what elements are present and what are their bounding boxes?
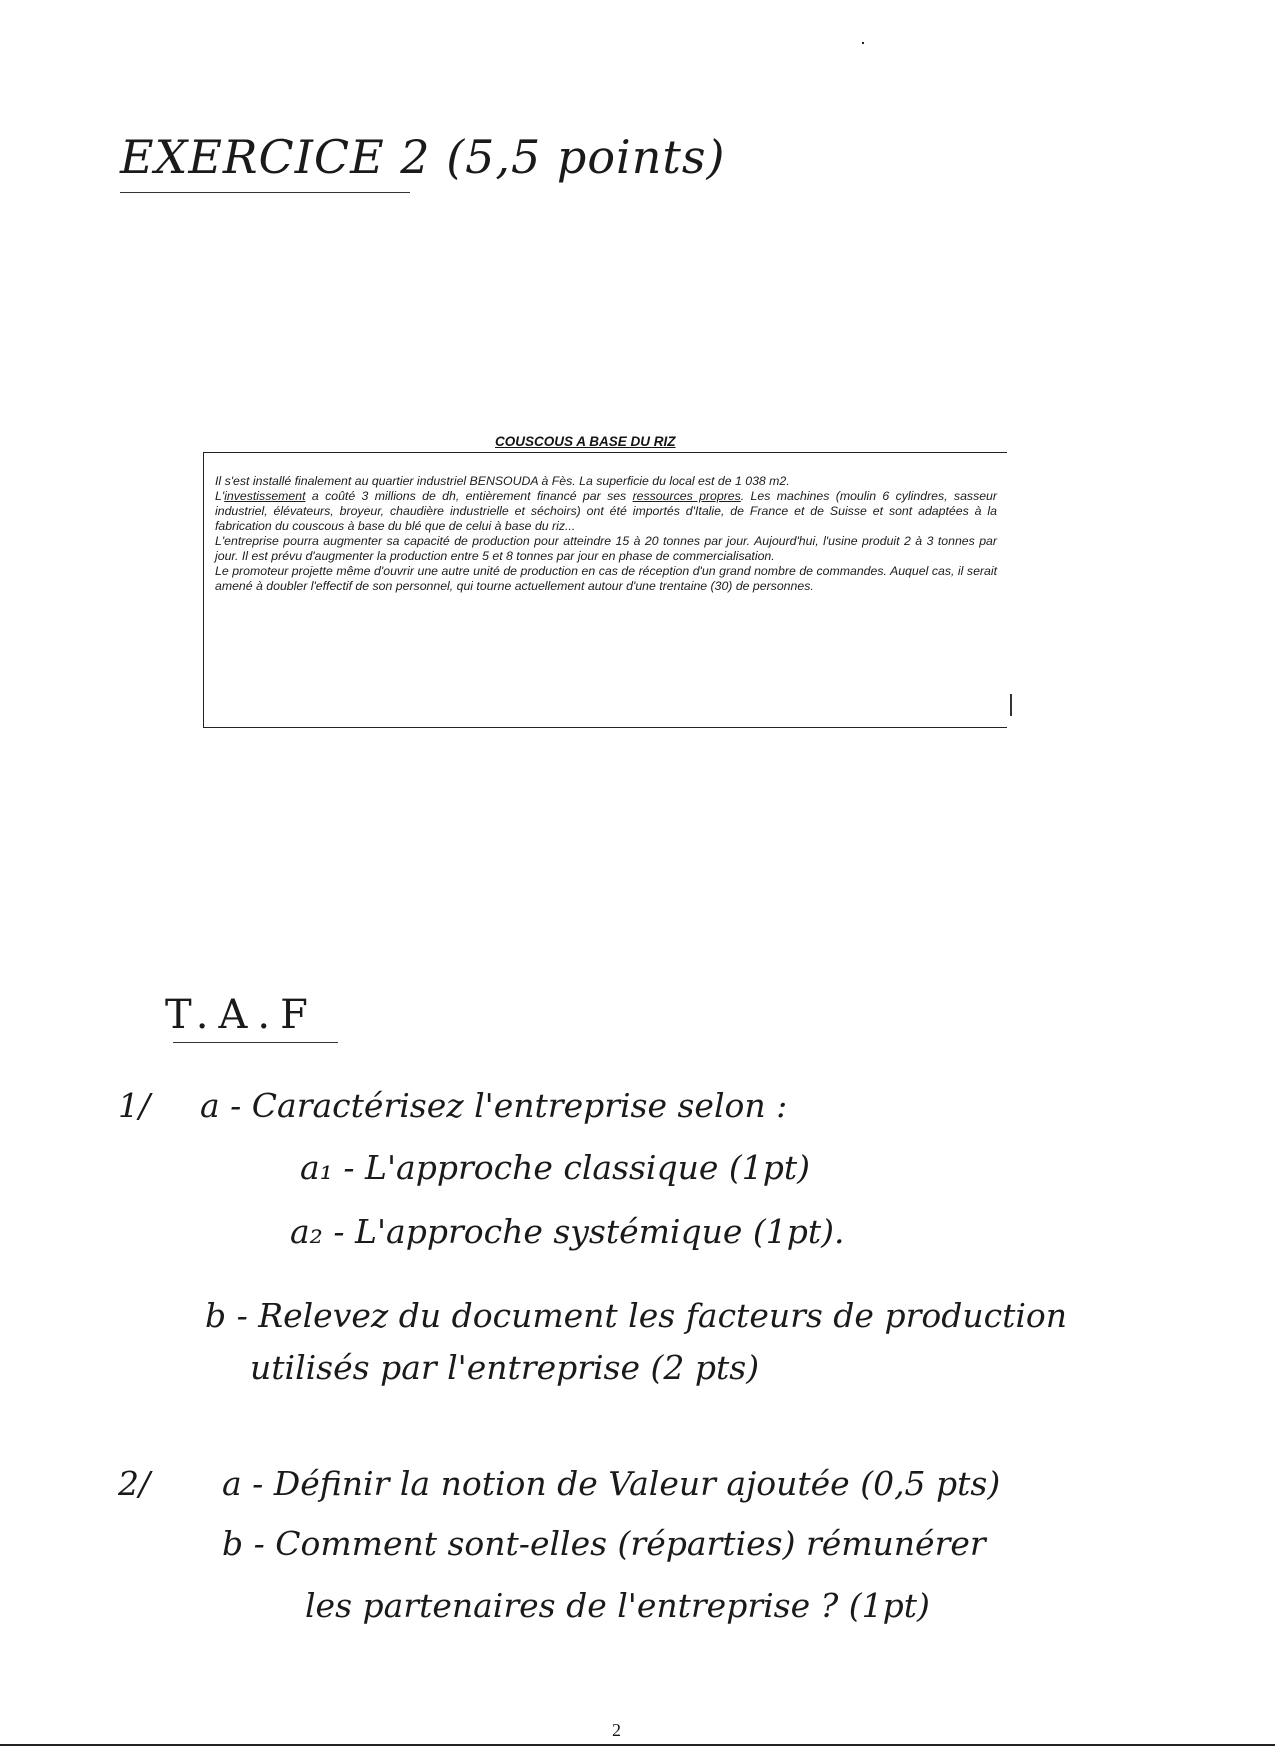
question-1b-line1: b - Relevez du document les facteurs de production xyxy=(205,1296,1068,1335)
text-run: a coûté 3 millions de dh, entièrement financé par ses xyxy=(305,489,633,503)
scan-speck xyxy=(862,42,864,44)
text-run: L' xyxy=(215,489,225,503)
exercise-title xyxy=(120,130,725,184)
exercise-title-underline xyxy=(120,192,410,193)
question-1a1: a₁ - L'approche classique (1pt) xyxy=(300,1148,811,1187)
question-1-number: 1/ xyxy=(118,1086,151,1125)
taf-heading-text: T.A.F xyxy=(165,992,318,1038)
question-2b-line1: b - Comment sont-elles (réparties) rémunérer xyxy=(222,1524,986,1563)
exercise-title-text: EXERCICE 2 (5,5 points) xyxy=(120,130,726,184)
document-body xyxy=(215,474,997,594)
underlined-term-investissement: investissement xyxy=(224,489,306,503)
page-number: 2 xyxy=(612,1720,621,1740)
question-2b-line2: les partenaires de l'entreprise ? (1pt) xyxy=(305,1586,930,1625)
question-2a: a - Définir la notion de Valeur ajoutée (0,5 pts) xyxy=(222,1464,1001,1503)
box-edge-mark xyxy=(1010,694,1012,716)
taf-heading xyxy=(165,992,318,1038)
question-1a: a - Caractérisez l'entreprise selon : xyxy=(200,1086,788,1125)
document-paragraph: Il s'est installé finalement au quartier industriel BENSOUDA à Fès. La superficie du local est de 1 038 m2. xyxy=(215,474,790,488)
page-footer-rule xyxy=(0,1744,1275,1746)
underlined-term-ressources-propres: ressources propres xyxy=(632,489,741,503)
question-1a2: a₂ - L'approche systémique (1pt). xyxy=(290,1212,845,1251)
question-1b-line2: utilisés par l'entreprise (2 pts) xyxy=(250,1348,760,1387)
document-title: COUSCOUS A BASE DU RIZ xyxy=(495,434,676,449)
document-paragraph: L'entreprise pourra augmenter sa capacité de production pour atteindre 15 à 20 tonnes par jour. Aujourd'hui, l'usine produit 2 à 3 tonnes par jour. Il est prévu d'augmenter la production entre 5 et 8 tonnes par jour en phase de commercialisation. xyxy=(215,534,997,563)
taf-heading-underline xyxy=(173,1042,338,1043)
document-paragraph xyxy=(215,489,997,534)
document-paragraph: Le promoteur projette même d'ouvrir une autre unité de production en cas de réception d'un grand nombre de commandes. Auquel cas, il serait amené à doubler l'effectif de son personnel, qui tourne actuellement autour d'une trentaine (30) de personnes. xyxy=(215,564,997,593)
text-run: . Les machines (moulin 6 cylindres, sasseur industriel, élévateurs, broyeur, chaudière industrielle et séchoirs) ont été importés d'Italie, de France et de Suisse et sont adaptées à la fabrication du couscous à base du blé que de celui à base du riz... xyxy=(215,489,997,533)
question-2-number: 2/ xyxy=(118,1464,151,1503)
